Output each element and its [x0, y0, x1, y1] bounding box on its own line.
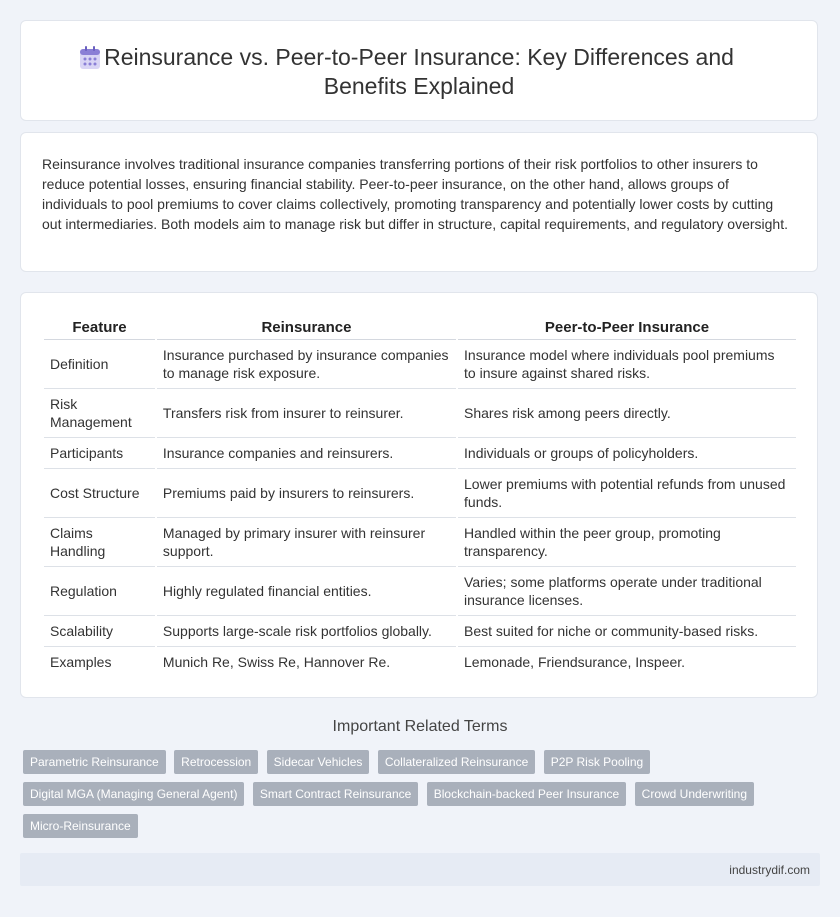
footer [20, 853, 820, 886]
reinsurance-cell: Managed by primary insurer with reinsurer support. [157, 518, 456, 567]
page-title-line-2: Benefits Explained [323, 73, 515, 99]
p2p-cell: Individuals or groups of policyholders. [458, 438, 796, 469]
tag-digital-mga[interactable]: Digital MGA (Managing General Agent) [23, 782, 244, 806]
p2p-cell: Lemonade, Friendsurance, Inspeer. [464, 654, 686, 670]
table-row [44, 647, 796, 677]
feature-cell: Cost Structure [44, 469, 155, 518]
table-row [44, 389, 796, 438]
comparison-table-card [20, 292, 818, 698]
header-card [20, 20, 818, 121]
tag-micro-reinsurance[interactable]: Micro-Reinsurance [23, 814, 138, 838]
comparison-table [42, 316, 798, 677]
table-header-row [44, 316, 796, 340]
p2p-cell: Varies; some platforms operate under traditional insurance licenses. [458, 567, 796, 616]
p2p-cell: Lower premiums with potential refunds from unused funds. [458, 469, 796, 518]
header-reinsurance: Reinsurance [157, 316, 456, 340]
tag-smart-contract-reinsurance[interactable]: Smart Contract Reinsurance [253, 782, 418, 806]
reinsurance-cell: Premiums paid by insurers to reinsurers. [157, 469, 456, 518]
page-title-line-1: Reinsurance vs. Peer-to-Peer Insurance: Key Differences and [104, 44, 734, 70]
tag-sidecar-vehicles[interactable]: Sidecar Vehicles [267, 750, 370, 774]
feature-cell: Claims Handling [44, 518, 155, 567]
feature-cell: Scalability [44, 616, 155, 647]
header-p2p: Peer-to-Peer Insurance [458, 316, 796, 340]
feature-cell: Definition [44, 340, 155, 389]
tag-collateralized-reinsurance[interactable]: Collateralized Reinsurance [378, 750, 535, 774]
table-row [44, 340, 796, 389]
p2p-cell: Insurance model where individuals pool premiums to insure against shared risks. [458, 340, 796, 389]
table-row [44, 616, 796, 647]
header-feature: Feature [44, 316, 155, 340]
tag-blockchain-peer-insurance[interactable]: Blockchain-backed Peer Insurance [427, 782, 626, 806]
reinsurance-cell: Insurance companies and reinsurers. [157, 438, 456, 469]
p2p-cell: Shares risk among peers directly. [458, 389, 796, 438]
reinsurance-cell: Supports large-scale risk portfolios globally. [157, 616, 456, 647]
p2p-cell: Handled within the peer group, promoting transparency. [458, 518, 796, 567]
reinsurance-cell: Munich Re, Swiss Re, Hannover Re. [162, 654, 391, 670]
footer-site-link[interactable]: industrydif.com [729, 863, 810, 877]
reinsurance-cell: Insurance purchased by insurance companies to manage risk exposure. [157, 340, 456, 389]
related-terms-tags [23, 750, 763, 846]
tag-crowd-underwriting[interactable]: Crowd Underwriting [635, 782, 754, 806]
reinsurance-cell: Transfers risk from insurer to reinsurer. [157, 389, 456, 438]
page-title [21, 43, 817, 101]
feature-cell: Examples [50, 654, 112, 670]
tag-retrocession[interactable]: Retrocession [174, 750, 258, 774]
intro-text: Reinsurance involves traditional insurance companies transferring portions of their risk portfolios to other insurers to reduce potential losses, ensuring financial stability. Peer-to-peer insurance, on the other hand, allows groups of individuals to pool premiums to cover claims collectively, promoting transparency and potentially lower costs by cutting out intermediaries. Both models aim to manage risk but differ in structure, capital requirements, and regulatory oversight. [42, 156, 788, 232]
table-row [44, 438, 796, 469]
related-terms-title: Important Related Terms [332, 718, 508, 735]
p2p-cell: Best suited for niche or community-based risks. [458, 616, 796, 647]
table-row [44, 518, 796, 567]
feature-cell: Risk Management [44, 389, 155, 438]
feature-cell: Regulation [44, 567, 155, 616]
intro-card [20, 132, 818, 272]
reinsurance-cell: Highly regulated financial entities. [157, 567, 456, 616]
tag-parametric-reinsurance[interactable]: Parametric Reinsurance [23, 750, 166, 774]
table-row [44, 567, 796, 616]
feature-cell: Participants [44, 438, 155, 469]
tag-p2p-risk-pooling[interactable]: P2P Risk Pooling [544, 750, 651, 774]
table-row [44, 469, 796, 518]
